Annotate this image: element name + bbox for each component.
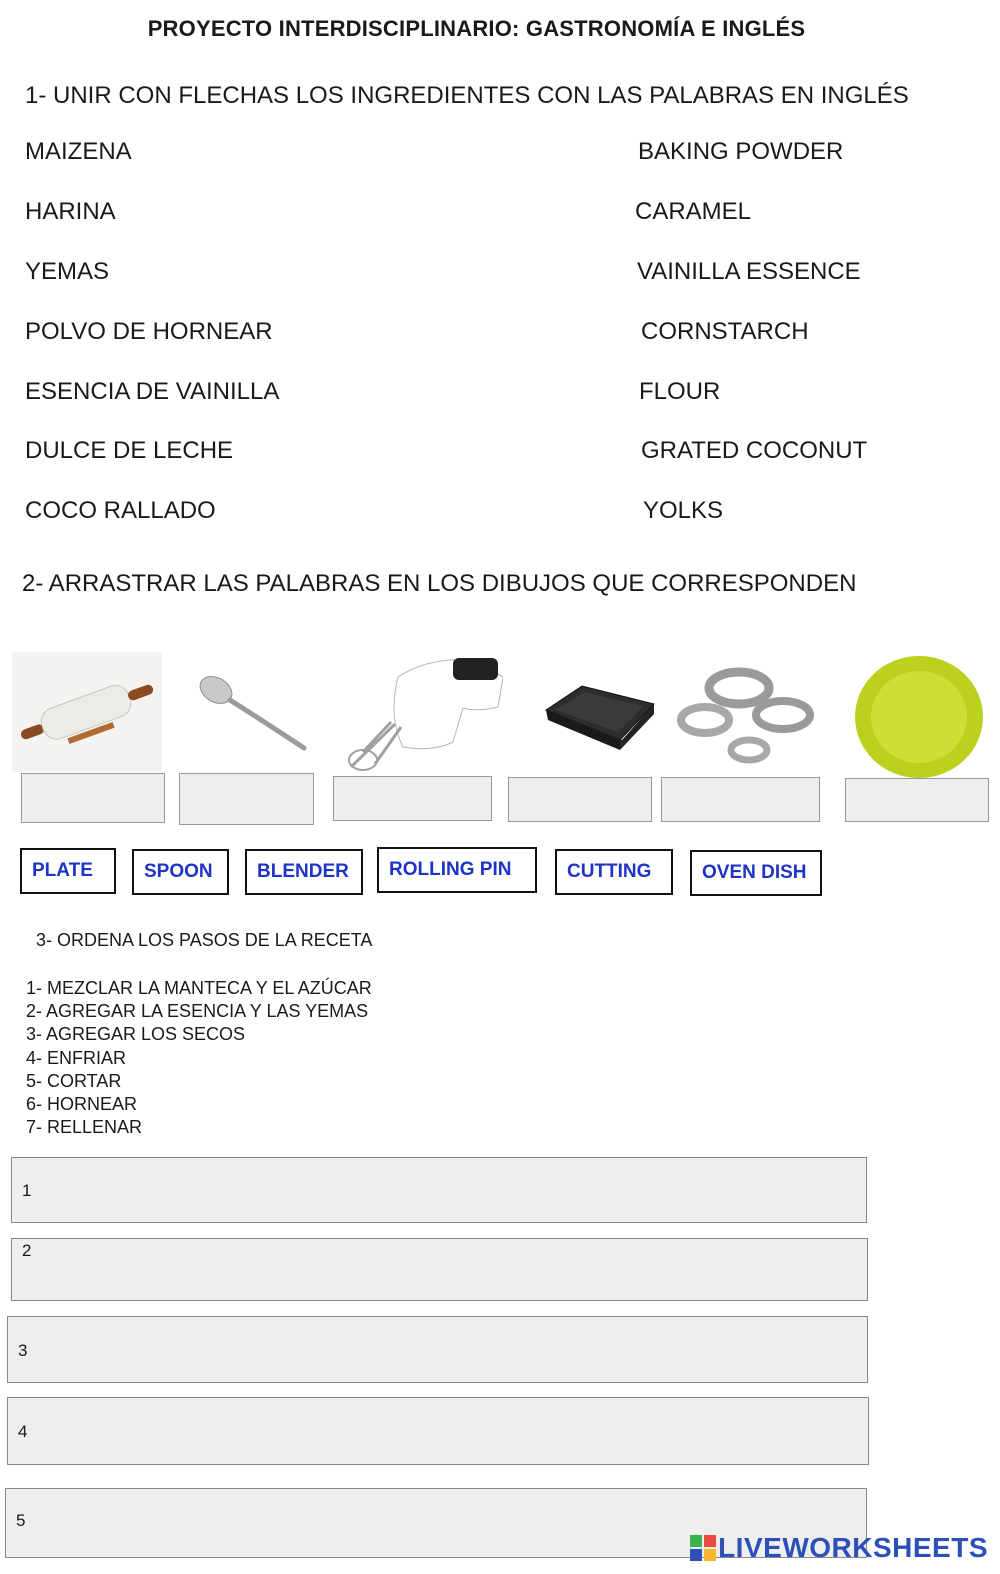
brand-logo <box>690 1532 988 1564</box>
page-title: PROYECTO INTERDISCIPLINARIO: GASTRONOMÍA E INGLÉS <box>147 16 806 41</box>
answer-field-3[interactable] <box>7 1316 868 1383</box>
drop-box-rolling-pin[interactable] <box>21 773 165 823</box>
spanish-word: YEMAS <box>25 258 110 285</box>
answer-number: 4 <box>18 1422 28 1441</box>
english-word: GRATED COCONUT <box>641 437 868 464</box>
spanish-word: HARINA <box>25 198 116 225</box>
word-chip-cutting[interactable]: CUTTING <box>555 849 673 895</box>
answer-number: 1 <box>22 1181 32 1200</box>
word-chip-oven-dish[interactable]: OVEN DISH <box>690 850 822 896</box>
rolling-pin-icon <box>12 652 162 772</box>
spanish-word: POLVO DE HORNEAR <box>25 318 273 345</box>
spanish-word: ESENCIA DE VAINILLA <box>25 378 280 405</box>
drop-box-cutting[interactable] <box>661 777 820 822</box>
spanish-word: COCO RALLADO <box>25 497 216 524</box>
plate-icon <box>852 654 987 780</box>
oven-dish-icon <box>542 682 657 754</box>
word-chip-rolling-pin[interactable]: ROLLING PIN <box>377 847 537 893</box>
word-chip-blender[interactable]: BLENDER <box>245 849 363 895</box>
answer-field-1[interactable] <box>11 1157 867 1223</box>
drop-box-plate[interactable] <box>845 778 989 822</box>
section3-heading: 3- ORDENA LOS PASOS DE LA RECETA <box>36 930 373 950</box>
brand-name: LIVEWORKSHEETS <box>718 1532 988 1563</box>
answer-number: 5 <box>16 1511 26 1530</box>
english-word: VAINILLA ESSENCE <box>637 258 861 285</box>
answer-field-4[interactable] <box>7 1397 869 1465</box>
drop-box-oven-dish[interactable] <box>508 777 652 822</box>
recipe-step: 4- ENFRIAR <box>26 1048 127 1068</box>
answer-number: 2 <box>22 1241 32 1260</box>
answer-field-2[interactable] <box>11 1238 868 1301</box>
section2-heading: 2- ARRASTRAR LAS PALABRAS EN LOS DIBUJOS QUE CORRESPONDEN <box>22 570 857 597</box>
english-word: BAKING POWDER <box>638 138 844 165</box>
blender-icon <box>343 652 503 774</box>
cutting-rings-icon <box>677 660 817 772</box>
english-word: CORNSTARCH <box>641 318 809 345</box>
recipe-step: 1- MEZCLAR LA MANTECA Y EL AZÚCAR <box>26 978 372 998</box>
answer-number: 3 <box>18 1341 28 1360</box>
english-word: YOLKS <box>643 497 724 524</box>
english-word: CARAMEL <box>635 198 752 225</box>
recipe-step: 3- AGREGAR LOS SECOS <box>26 1024 246 1044</box>
recipe-step: 6- HORNEAR <box>26 1094 138 1114</box>
spoon-icon <box>196 668 311 756</box>
recipe-step: 5- CORTAR <box>26 1071 122 1091</box>
section1-heading: 1- UNIR CON FLECHAS LOS INGREDIENTES CON LAS PALABRAS EN INGLÉS <box>25 82 909 109</box>
spanish-word: MAIZENA <box>25 138 132 165</box>
spanish-word: DULCE DE LECHE <box>25 437 234 464</box>
drop-box-spoon[interactable] <box>179 773 314 825</box>
liveworksheets-logo-icon <box>690 1535 716 1561</box>
word-chip-spoon[interactable]: SPOON <box>132 849 229 895</box>
word-chip-plate[interactable]: PLATE <box>20 848 116 894</box>
recipe-step: 7- RELLENAR <box>26 1117 143 1137</box>
english-word: FLOUR <box>639 378 721 405</box>
recipe-step: 2- AGREGAR LA ESENCIA Y LAS YEMAS <box>26 1001 369 1021</box>
drop-box-blender[interactable] <box>333 776 492 821</box>
